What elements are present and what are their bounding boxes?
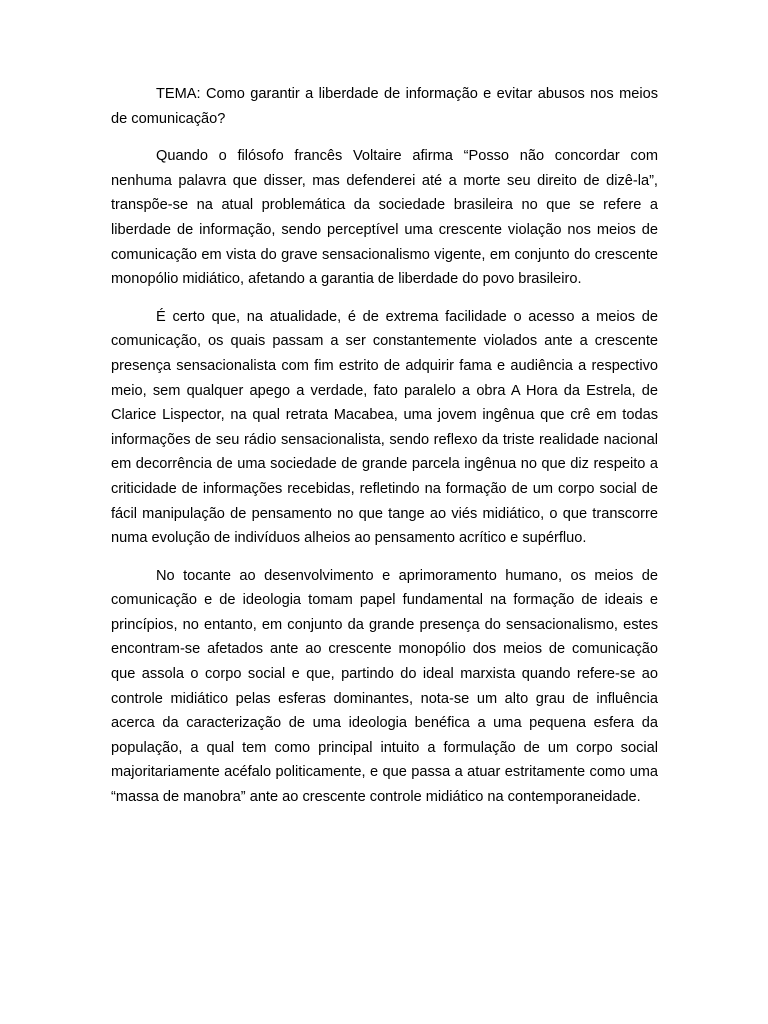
paragraph-intro: Quando o filósofo francês Voltaire afirma “Posso não concordar com nenhuma palavra que disser, mas defenderei até a morte seu direito de dizê-la”, transpõe-se na atual problemática da sociedade brasileira no que se refere a liberdade de informação, sendo perceptível uma crescente violação nos meios de comunicação em vista do grave sensacionalismo vigente, em conjunto do crescente monopólio midiático, afetando a garantia de liberdade do povo brasileiro. [111,148,658,288]
document-page [111,82,658,810]
essay-theme: TEMA: Como garantir a liberdade de informação e evitar abusos nos meios de comunicação? [111,86,658,127]
paragraph-development-1: É certo que, na atualidade, é de extrema facilidade o acesso a meios de comunicação, os quais passam a ser constantemente violados ante a crescente presença sensacionalista com fim estrito de adquirir fama e audiência a respectivo meio, sem qualquer apego a verdade, fato paralelo a obra A Hora da Estrela, de Clarice Lispector, na qual retrata Macabea, uma jovem ingênua que crê em todas informações de seu rádio sensacionalista, sendo reflexo da triste realidade nacional em decorrência de uma sociedade de grande parcela ingênua no que diz respeito a criticidade de informações recebidas, refletindo na formação de um corpo social de fácil manipulação de pensamento no que tange ao viés midiático, o que transcorre numa evolução de indivíduos alheios ao pensamento acrítico e supérfluo. [111,308,658,547]
paragraph-development-2: No tocante ao desenvolvimento e aprimoramento humano, os meios de comunicação e de ideologia tomam papel fundamental na formação de ideais e princípios, no entanto, em conjunto da grande presença do sensacionalismo, estes encontram-se afetados ante ao crescente monopólio dos meios de comunicação que assola o corpo social e que, partindo do ideal marxista quando refere-se ao controle midiático pelas esferas dominantes, nota-se um alto grau de influência acerca da caracterização de uma ideologia benéfica a uma pequena esfera da população, a qual tem como principal intuito a formulação de um corpo social majoritariamente acéfalo politicamente, e que passa a atuar estritamente como uma “massa de manobra” ante ao crescente controle midiático na contemporaneidade. [111,567,658,806]
